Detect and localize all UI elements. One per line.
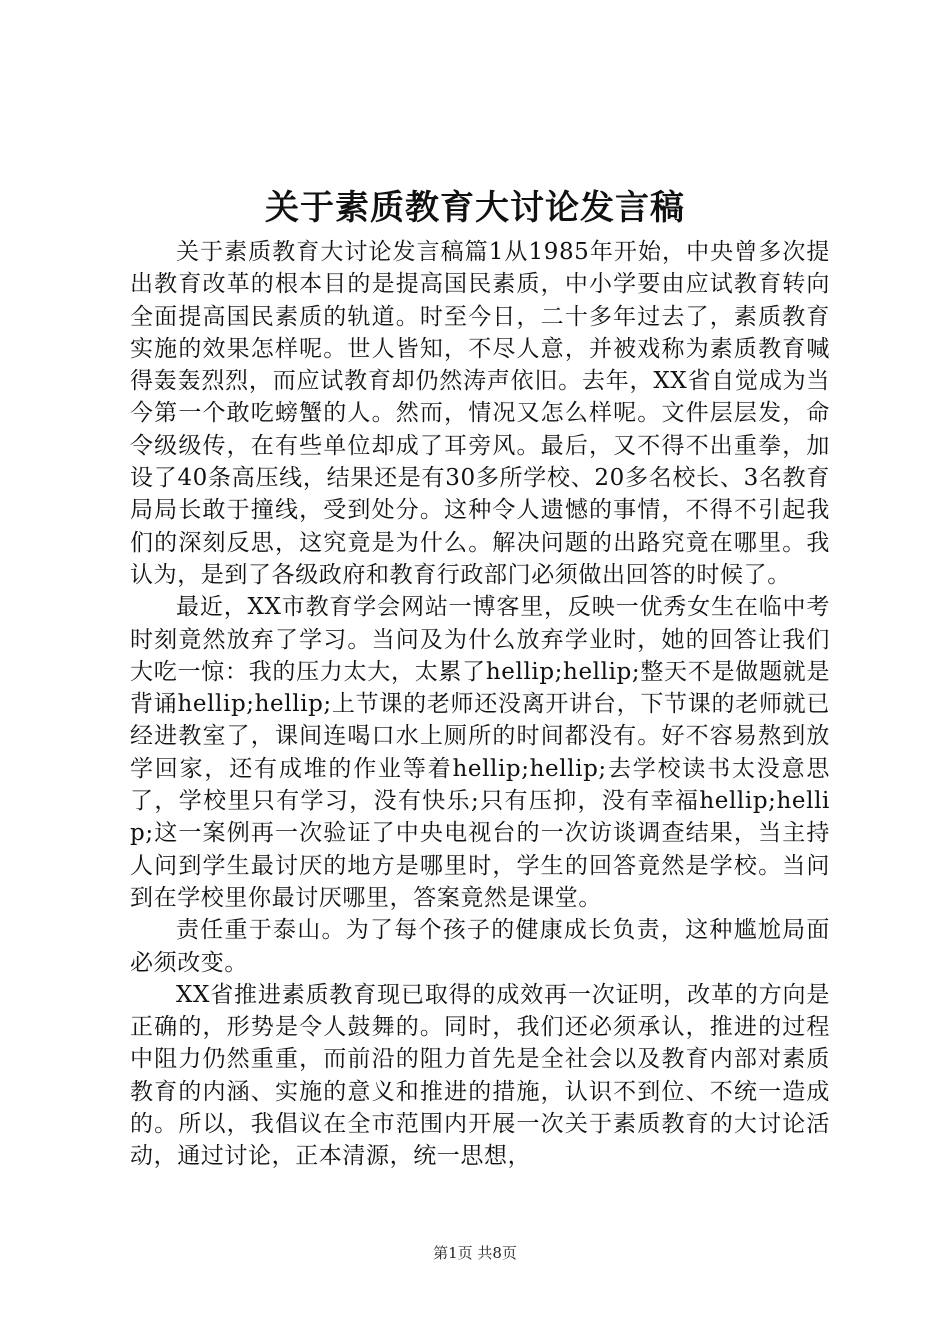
- document-title: 关于素质教育大讨论发言稿: [265, 188, 685, 228]
- paragraph-4: XX省推进素质教育现已取得的成效再一次证明，改革的方向是正确的，形势是令人鼓舞的。同时，我们还必须承认，推进的过程中阻力仍然重重，而前沿的阻力首先是全社会以及教育内部对素质教育的内涵、实施的意义和推进的措施，认识不到位、不统一造成的。所以，我倡议在全市范围内开展一次关于素质教育的大讨论活动，通过讨论，正本清源，统一思想，: [130, 981, 830, 1170]
- paragraph-3: 责任重于泰山。为了每个孩子的健康成长负责，这种尴尬局面必须改变。: [130, 917, 830, 976]
- paragraph-1: 关于素质教育大讨论发言稿篇1从1985年开始，中央曾多次提出教育改革的根本目的是提高国民素质，中小学要由应试教育转向全面提高国民素质的轨道。时至今日，二十多年过去了，素质教育实施的效果怎样呢。世人皆知，不尽人意，并被戏称为素质教育喊得轰轰烈烈，而应试教育却仍然涛声依旧。去年，XX省自觉成为当今第一个敢吃螃蟹的人。然而，情况又怎么样呢。文件层层发，命令级级传，在有些单位却成了耳旁风。最后，又不得不出重拳，加设了40条高压线，结果还是有30多所学校、20多名校长、3名教育局局长敢于撞线，受到处分。这种令人遗憾的事情，不得不引起我们的深刻反思，这究竟是为什么。解决问题的出路究竟在哪里。我认为，是到了各级政府和教育行政部门必须做出回答的时候了。: [130, 239, 830, 588]
- paragraph-2: 最近，XX市教育学会网站一博客里，反映一优秀女生在临中考时刻竟然放弃了学习。当问及为什么放弃学业时，她的回答让我们大吃一惊：我的压力太大，太累了hellip;hellip;整天不是做题就是背诵hellip;hellip;上节课的老师还没离开讲台，下节课的老师就已经进教室了，课间连喝口水上厕所的时间都没有。好不容易熬到放学回家，还有成堆的作业等着hellip;hellip;去学校读书太没意思了，学校里只有学习，没有快乐;只有压抑，没有幸福hellip;hellip;这一案例再一次验证了中央电视台的一次访谈调查结果，当主持人问到学生最讨厌的地方是哪里时，学生的回答竟然是学校。当问到在学校里你最讨厌哪里，答案竟然是课堂。: [130, 594, 830, 911]
- document-body: [130, 236, 830, 1173]
- page-number-footer: 第1页 共8页: [433, 1244, 517, 1262]
